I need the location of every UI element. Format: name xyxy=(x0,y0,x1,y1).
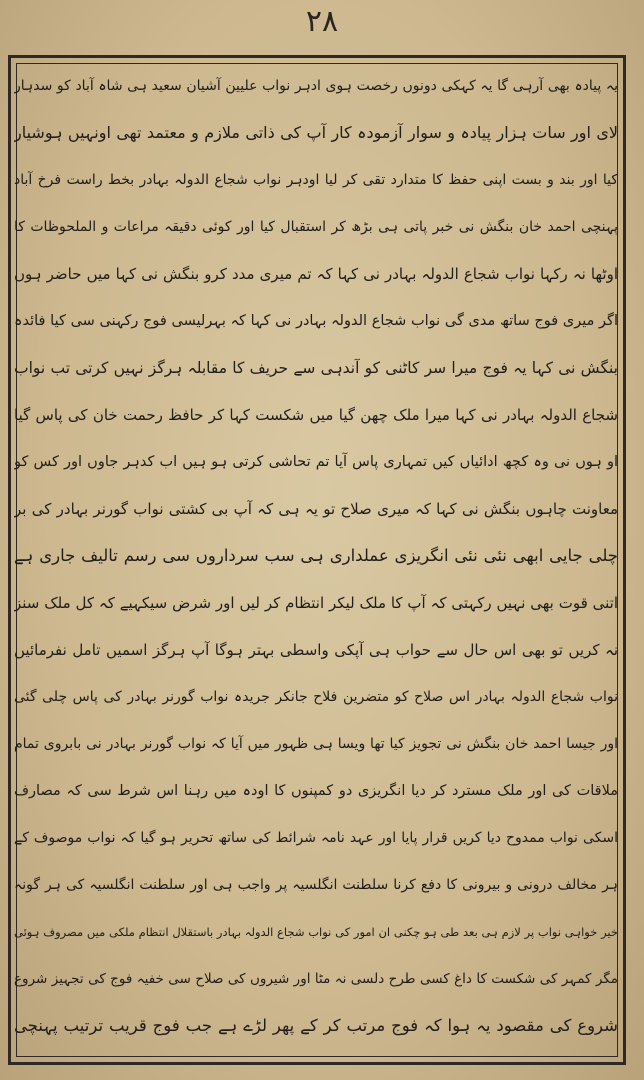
text-line: اور جیسا احمد خان بنگش نی تجویز کیا تھا ویسا ہی ظہور میں آیا کہ نواب گورنر بہادر نی بابروی تمام xyxy=(14,736,618,752)
text-line: او ہوں نی وہ کچھ ادائیاں کیں تمہاری پاس آیا تم تحاشی کرتی ہو ہیں اب کدہر جاوں اور کس کو xyxy=(14,454,618,470)
text-line: لای اور سات ہزار پیادہ و سوار آزمودہ کار آپ کی ذاتی ملازم و معتمد تھی اونہیں ہوشیار xyxy=(14,123,618,142)
text-line: پہنچی احمد خان بنگش نی خبر پاتی ہی بڑھ کر استقبال کیا اور کوئی دقیقہ مراعات و الملحوظات کا xyxy=(14,219,618,235)
text-line: کیا اور بند و بست اپنی حفظ کا متدارد تقی کر لیا اودہر نواب شجاع الدولہ بہادر بخط راست فرخ آباد xyxy=(14,172,618,188)
text-line: شجاع الدولہ بہادر نی کہا میرا ملک چھن گیا میں شکست کہا کر حافظ رحمت خان کی پاس گیا xyxy=(14,406,618,424)
text-line: معاونت چاہوں بنگش نی کہا کہ میری صلاح تو یہ ہی کہ آپ بی کشتی نواب گورنر بہادر کی بر xyxy=(14,500,618,518)
text-line: یہ پیادہ بھی آرہی گا یہ کہکی دونوں رخصت ہوی ادہر نواب علیین آشیان سعید ہی شاہ آباد کو سدہار xyxy=(14,78,618,94)
text-line: اگر میری فوج ساتھ مدی گی نواب شجاع الدولہ بہادر نی کہا کہ بہرلیسی فوج رکہنی سی کیا فائدہ xyxy=(14,313,618,329)
text-line: اوٹھا نہ رکہا نواب شجاع الدولہ بہادر نی کہا کہ تم میری مدد کرو بنگش نی کہا میں حاضر ہوں xyxy=(14,265,618,283)
text-line: نواب شجاع الدولہ بہادر اس صلاح کو متضرین فلاح جانکر جریدہ نواب گورنر بہادر کی پاس چلی گئی xyxy=(14,689,618,705)
text-line: چلی جایی ابھی نئی نئی انگریزی عملداری ہی سب سرداروں سی رسم تالیف جاری ہے xyxy=(14,546,618,565)
text-line: مگر کمہر کی شکست کا داغ کسی طرح دلسی نہ مٹا اور شیروں کی صلاح سی خفیہ فوج کی تجہیز شروع xyxy=(14,971,618,987)
text-line: اتنی قوت بھی نہیں رکہتی کہ آپ کا ملک لیکر انتظام کر لیں اور شرض سیکہیے کہ کل ملک سنز xyxy=(14,594,618,612)
text-line: ہر مخالف درونی و بیرونی کا دفع کرنا سلطنت انگلسیہ پر واجب ہی اور سلطنت انگلسیہ کی ہر گونہ xyxy=(14,877,618,893)
text-line: اسکی نواب ممدوح دیا کریں قرار پایا اور عہد نامہ شرائط کی ساتھ تحریر ہو گیا کہ نواب موصوف کے xyxy=(14,830,618,846)
text-line: خیر خواہی نواب پر لازم ہی بعد طی ہو چکنی ان امور کی نواب شجاع الدولہ بہادر باستقلال انتظام ملکی میں مصروف ہوئی xyxy=(14,925,618,939)
text-line: ملاقات کی اور ملک مسترد کر دیا انگریزی دو کمپنوں کا اودہ میں رہنا اس شرط سی کہ مصارف xyxy=(14,783,618,799)
body-text xyxy=(14,64,618,1056)
text-line: بنگش نی کہا یہ فوج میرا سر کاٹنی کو آندہی سے حریف کا مقابلہ ہرگز نہیں کرتی تب نواب xyxy=(14,359,618,377)
text-line: نہ کریں تو بھی اس حال سے حواب ہی آپکی واسطی بہتر ہوگا آپ ہرگز اسمیں تامل نفرمائیں xyxy=(14,641,618,659)
text-line: شروع کی مقصود یہ ہوا کہ فوج مرتب کر کے پھر لڑے ہے جب فوج قریب ترتیب پہنچی xyxy=(14,1016,618,1035)
page-number: ۲۸ xyxy=(305,4,339,39)
